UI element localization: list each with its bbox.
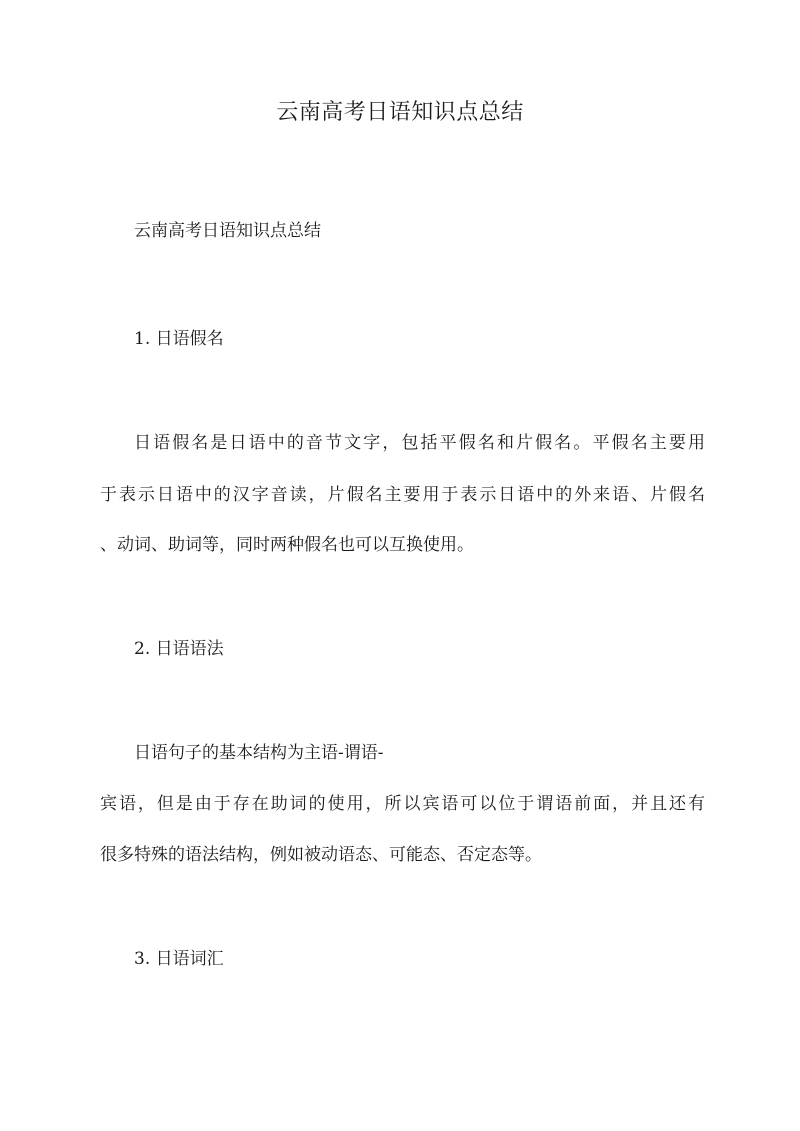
paragraph-line: 宾语，但是由于存在助词的使用，所以宾语可以位于谓语前面，并且还有 (100, 794, 705, 814)
paragraph-line: 日语句子的基本结构为主语-谓语- (134, 743, 384, 763)
paragraph-line: 很多特殊的语法结构，例如被动语态、可能态、否定态等。 (100, 845, 542, 865)
document-title: 云南高考日语知识点总结 (276, 100, 524, 125)
section-heading-1: 1. 日语假名 (134, 329, 224, 349)
section-heading-3: 3. 日语词汇 (134, 949, 224, 969)
section-heading-2: 2. 日语语法 (134, 639, 224, 659)
document-subtitle: 云南高考日语知识点总结 (134, 221, 321, 241)
paragraph-line: 、动词、助词等，同时两种假名也可以互换使用。 (100, 535, 474, 555)
paragraph-line: 于表示日语中的汉字音读，片假名主要用于表示日语中的外来语、片假名 (100, 485, 705, 505)
paragraph-line: 日语假名是日语中的音节文字，包括平假名和片假名。平假名主要用 (134, 433, 705, 453)
